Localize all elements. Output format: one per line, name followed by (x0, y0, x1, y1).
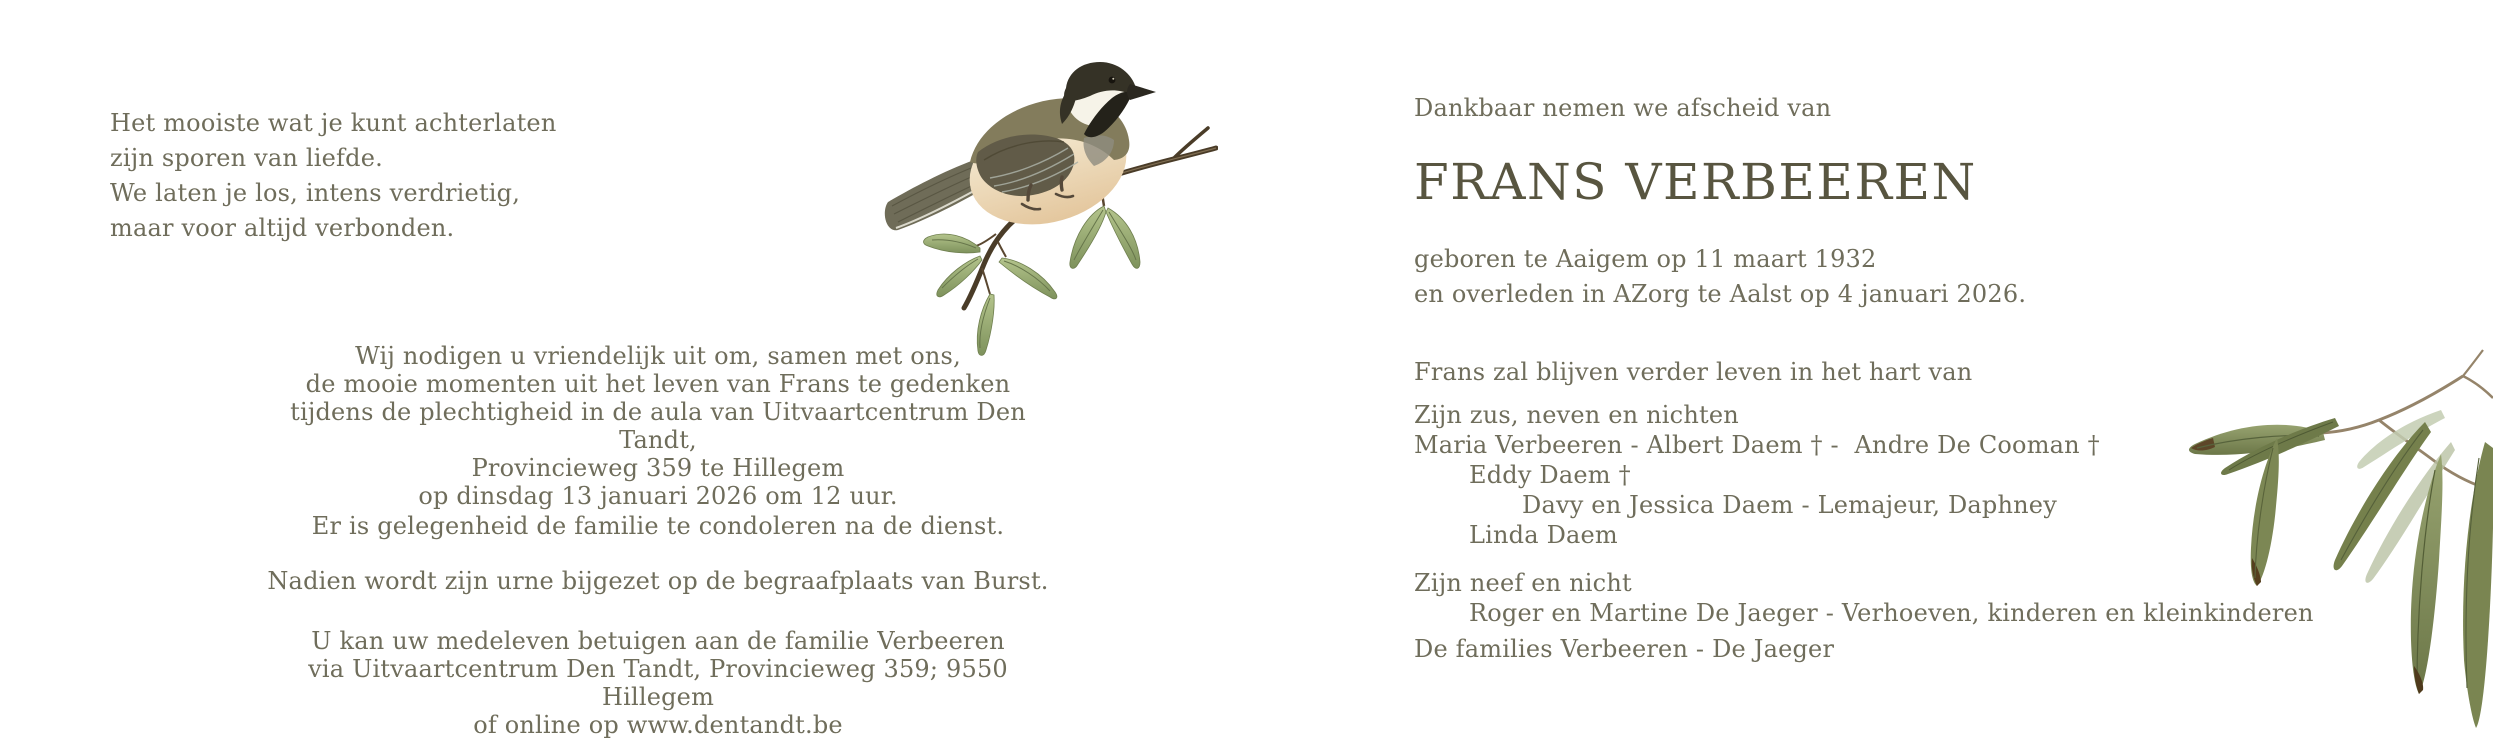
intro-line: Dankbaar nemen we afscheid van (1414, 94, 1832, 122)
ceremony-details (258, 0, 1058, 754)
urn-line: Nadien wordt zijn urne bijgezet op de begraafplaats van Burst. (267, 567, 1049, 595)
death-line: en overleden in AZorg te Aalst op 4 januari 2026. (1414, 280, 2027, 308)
relatives-group-families (1414, 634, 2314, 664)
sympathy-line: via Uitvaartcentrum Den Tandt, Provincieweg 359; 9550 Hillegem (308, 655, 1016, 711)
life-dates (1414, 242, 2026, 312)
poem-line: maar voor altijd verbonden. (110, 214, 455, 242)
right-page (1414, 0, 2414, 754)
invitation (258, 342, 1058, 510)
sympathy-line: of online op www.dentandt.be (473, 711, 843, 739)
invitation-line: tijdens de plechtigheid in de aula van Uitvaartcentrum Den Tandt, (290, 398, 1034, 454)
relative-line: De families Verbeeren - De Jaeger (1414, 635, 1835, 663)
relative-line: Zijn zus, neven en nichten (1414, 401, 1739, 429)
invitation-line: Wij nodigen u vriendelijk uit om, samen met ons, (355, 342, 961, 370)
birth-line: geboren te Aaigem op 11 maart 1932 (1414, 245, 1877, 273)
relative-line: Zijn neef en nicht (1414, 569, 1632, 597)
condolence-line: Er is gelegenheid de familie te condoleren na de dienst. (311, 512, 1005, 540)
invitation-line: de mooie momenten uit het leven van Frans te gedenken (305, 370, 1011, 398)
relative-line: Maria Verbeeren - Albert Daem † - Andre De Cooman † (1414, 431, 2100, 459)
memory-line: Frans zal blijven verder leven in het hart van (1414, 358, 1973, 386)
relative-line: Roger en Martine De Jaeger - Verhoeven, kinderen en kleinkinderen (1469, 599, 2314, 627)
relatives-group-sister (1414, 400, 2314, 550)
relative-line: Davy en Jessica Daem - Lemajeur, Daphney (1522, 491, 2057, 519)
poem-line: We laten je los, intens verdrietig, (110, 179, 521, 207)
sympathy-line: U kan uw medeleven betuigen aan de familie Verbeeren (311, 627, 1005, 655)
deceased-name: FRANS VERBEEREN (1414, 153, 1977, 211)
relatives-list (1414, 400, 2314, 664)
invitation-line: op dinsdag 13 januari 2026 om 12 uur. (418, 482, 898, 510)
relatives-group-nephew (1414, 568, 2314, 628)
poem-line: zijn sporen van liefde. (110, 144, 383, 172)
sympathy-note (258, 627, 1058, 739)
invitation-line: Provincieweg 359 te Hillegem (471, 454, 845, 482)
poem-line: Het mooiste wat je kunt achterlaten (110, 109, 557, 137)
relative-line: Linda Daem (1469, 521, 1618, 549)
relative-line: Eddy Daem † (1469, 461, 1631, 489)
